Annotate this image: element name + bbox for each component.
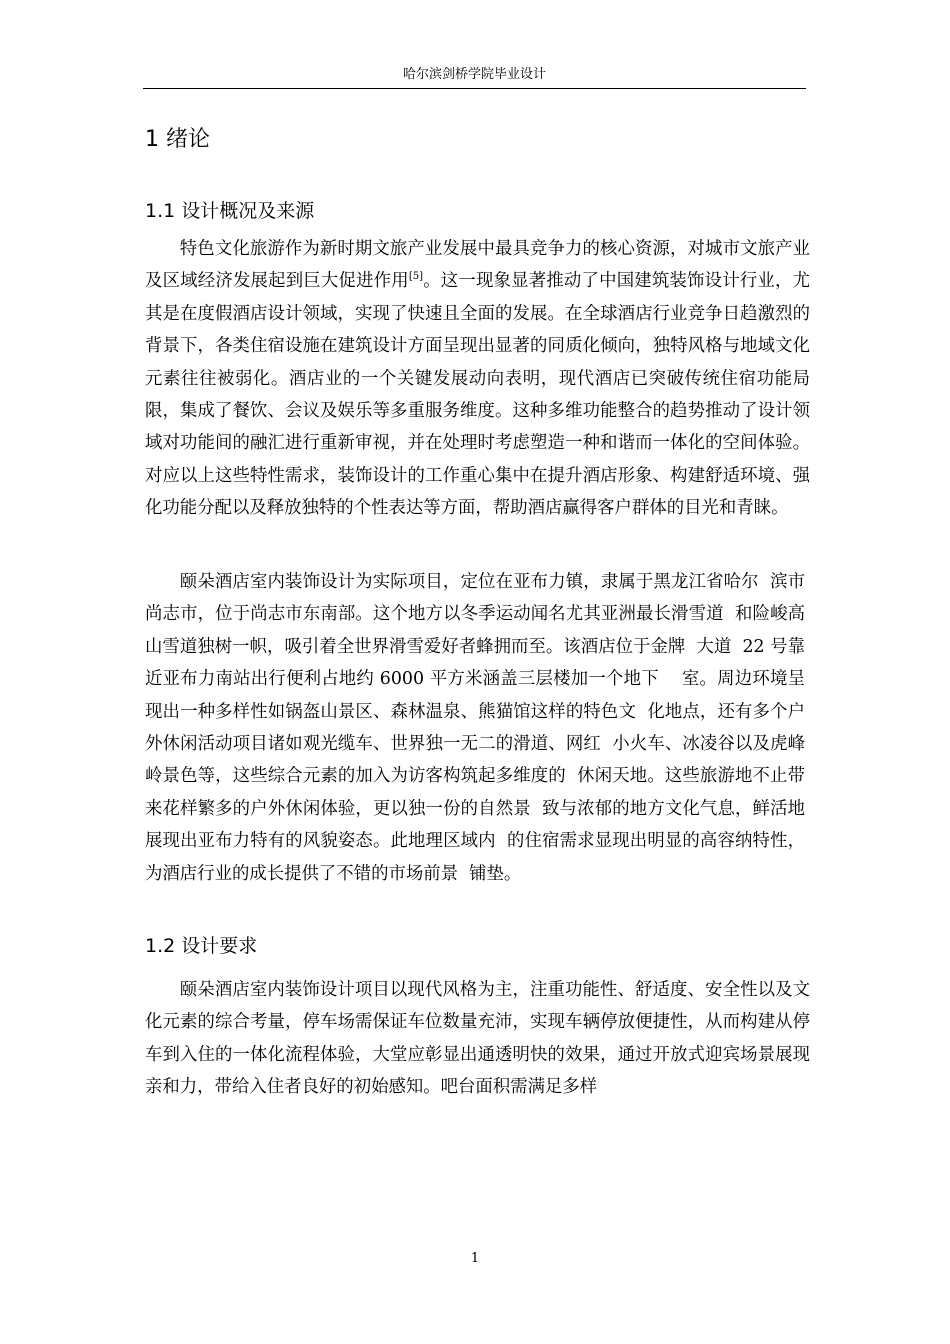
page-header: 哈尔滨剑桥学院毕业设计 xyxy=(143,62,806,89)
paragraph-2: 颐朵酒店室内装饰设计为实际项目，定位在亚布力镇，隶属于黑龙江省哈尔 滨市尚志市，位于尚志市东南部。这个地方以冬季运动闻名尤其亚洲最长滑雪道 和险峻高山雪道独树一帜，吸引着全世界滑雪爱好者蜂拥而至。该酒店位于金牌 大道 22 号靠近亚布力南站出行便利占地约 6000 平方米涵盖三层楼加一个地下 室。周边环境呈现出一种多样性如锅盔山景区、森林温泉、熊猫馆这样的特色文 化地点，还有多个户外休闲活动项目诸如观光缆车、世界独一无二的滑道、网红 小火车、冰凌谷以及虎峰岭景色等，这些综合元素的加入为访客构筑起多维度的 休闲天地。这些旅游地不止带来花样繁多的户外休闲体验，更以独一份的自然景 致与浓郁的地方文化气息，鲜活地展现出亚布力特有的风貌姿态。此地理区域内 的住宿需求显现出明显的高容纳特性，为酒店行业的成长提供了不错的市场前景 铺垫。 xyxy=(145,572,805,884)
section-title-1-2: 1.2 设计要求 xyxy=(145,935,258,957)
paragraph-1 xyxy=(145,233,810,525)
citation-5: [5] xyxy=(408,271,424,283)
paragraph-1-text-b: 。这一现象显著推动了中国建筑装饰设计行业，尤其是在度假酒店设计领域，实现了快速且全面的发展。在全球酒店行业竞争日趋激烈的背景下，各类住宿设施在建筑设计方面呈现出显著的同质化倾向，独特风格与地域文化元素往往被弱化。酒店业的一个关键发展动向表明，现代酒店已突破传统住宿功能局限，集成了餐饮、会议及娱乐等多重服务维度。这种多维功能整合的趋势推动了设计领域对功能间的融汇进行重新审视，并在处理时考虑塑造一种和谐而一体化的空间体验。对应以上这些特性需求，装饰设计的工作重心集中在提升酒店形象、构建舒适环境、强化功能分配以及释放独特的个性表达等方面，帮助酒店赢得客户群体的目光和青睐。 xyxy=(145,271,810,519)
chapter-title: 1 绪论 xyxy=(145,127,210,152)
paragraph-1-text-a: 特色文化旅游作为新时期文旅产业发展中最具竞争力的核心资源，对城市文旅产业及区域经济发展起到巨大促进作用 xyxy=(145,239,810,292)
section-title-1-1: 1.1 设计概况及来源 xyxy=(145,200,315,222)
paragraph-3: 颐朵酒店室内装饰设计项目以现代风格为主，注重功能性、舒适度、安全性以及文化元素的综合考量，停车场需保证车位数量充沛，实现车辆停放便捷性，从而构建从停车到入住的一体化流程体验，大堂应彰显出通透明快的效果，通过开放式迎宾场景展现亲和力，带给入住者良好的初始感知。吧台面积需满足多样 xyxy=(145,980,810,1098)
page-number: 1 xyxy=(470,1251,480,1266)
